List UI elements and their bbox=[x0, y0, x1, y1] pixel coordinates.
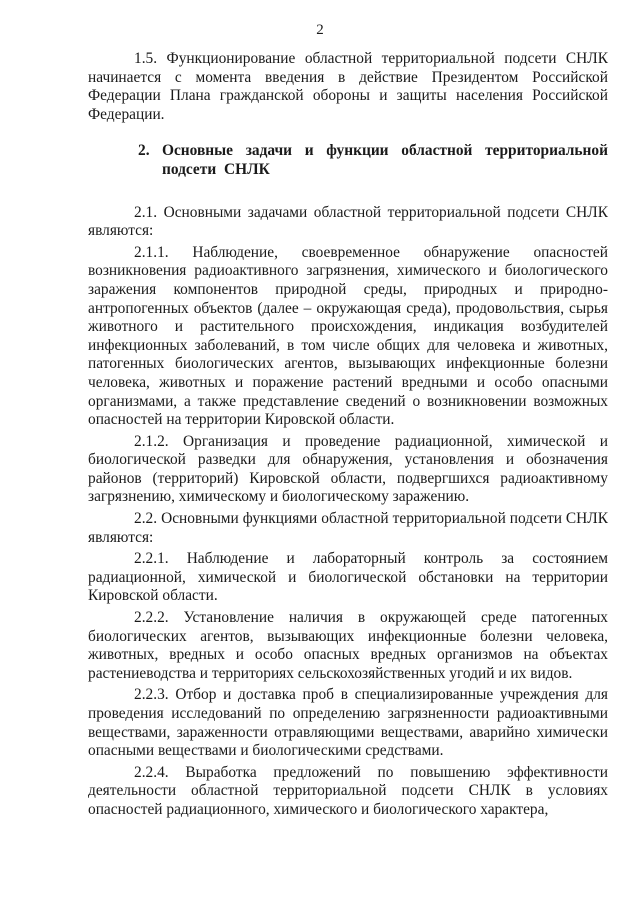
paragraph-2-1-1: 2.1.1. Наблюдение, своевременное обнаружение опасностей возникновения радиоактивного загрязнения, химического и биологического заражения компонентов природной среды, природных и природно-антропогенных объектов (далее – окружающая среда), продовольствия, сырья животного и растительного происхождения, индикация возбудителей инфекционных заболеваний, в том числе общих для человека и животных, патогенных биологических агентов, вызывающих инфекционные болезни человека, животных и поражение растений вредными и особо опасными организмами, а также представление сведений о возникновении возможных опасностей на территории Кировской области. bbox=[88, 243, 608, 429]
document-body bbox=[88, 50, 608, 823]
paragraph-2-2-2: 2.2.2. Установление наличия в окружающей среде патогенных биологических агентов, вызывающих инфекционные болезни человека, животных, вредных и особо опасных вредных организмов на объектах растениеводства и территориях сельскохозяйственных угодий и их видов. bbox=[88, 609, 608, 682]
paragraph-2-2-4: 2.2.4. Выработка предложений по повышению эффективности деятельности областной территориальной подсети СНЛК в условиях опасностей радиационного, химического и биологического характера, bbox=[88, 763, 608, 818]
section-heading bbox=[138, 142, 608, 179]
paragraph-2-1: 2.1. Основными задачами областной территориальной подсети СНЛК являются: bbox=[88, 203, 608, 240]
paragraph-2-1-2: 2.1.2. Организация и проведение радиационной, химической и биологической разведки для обнаружения, установления и обозначения районов (территорий) Кировской области, подвергшихся радиоактивному загрязнению, химическому и биологическому заражению. bbox=[88, 432, 608, 506]
section-heading-number: 2. bbox=[138, 142, 150, 160]
paragraph-1-5: 1.5. Функционирование областной территориальной подсети СНЛК начинается с момента введения в действие Президентом Российской Федерации Плана гражданской обороны и защиты населения Российской Федерации. bbox=[88, 50, 608, 123]
paragraph-2-2-3: 2.2.3. Отбор и доставка проб в специализированные учреждения для проведения исследований по определению загрязненности радиоактивными веществами, зараженности отравляющими веществами, аварийно химически опасными веществами и биологическими средствами. bbox=[88, 686, 608, 760]
paragraph-2-2-1: 2.2.1. Наблюдение и лабораторный контроль за состоянием радиационной, химической и биологической обстановки на территории Кировской области. bbox=[88, 550, 608, 605]
paragraph-2-2: 2.2. Основными функциями областной территориальной подсети СНЛК являются: bbox=[88, 510, 608, 546]
page-number: 2 bbox=[316, 22, 324, 38]
section-heading-text: Основные задачи и функции областной территориальной подсети СНЛК bbox=[162, 142, 608, 178]
